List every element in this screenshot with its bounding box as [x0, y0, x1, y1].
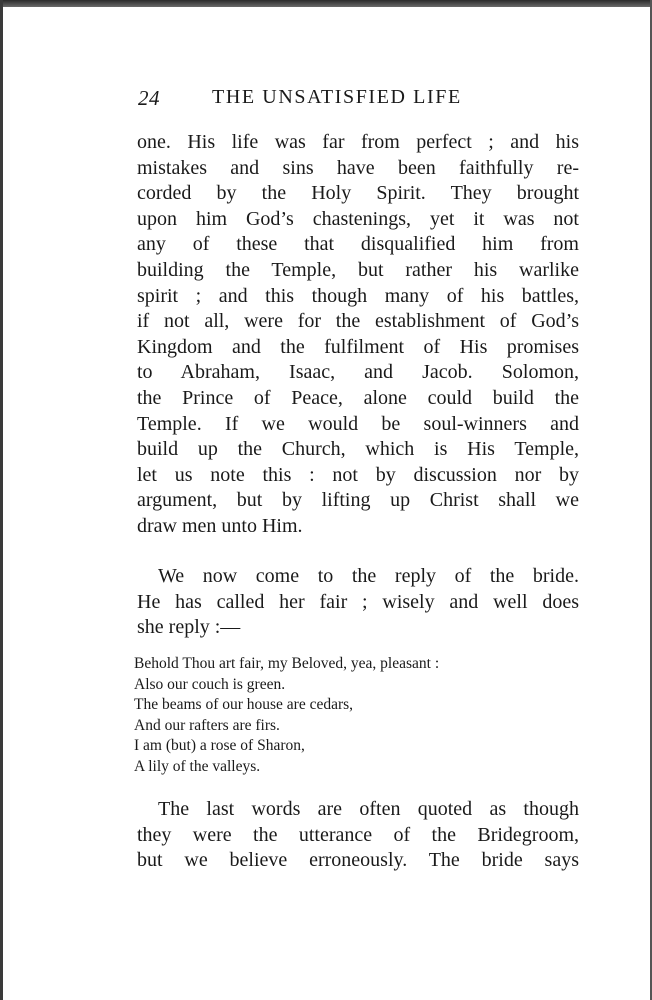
- page-top-edge: [0, 0, 652, 7]
- paragraph-1: [137, 130, 579, 540]
- paragraph-line: Kingdom and the fulfilment of His promises: [137, 335, 579, 358]
- page-header: [138, 86, 578, 116]
- paragraph-line: they were the utterance of the Bridegroom,: [137, 823, 579, 846]
- paragraph-line: the Prince of Peace, alone could build the: [137, 386, 579, 409]
- page-left-edge: [0, 0, 3, 1000]
- verse-quotation: [134, 654, 584, 778]
- verse-line: The beams of our house are cedars,: [134, 696, 354, 714]
- verse-line: Also our couch is green.: [134, 675, 286, 693]
- paragraph-line: Temple. If we would be soul-winners and: [137, 412, 579, 435]
- paragraph-line: We now come to the reply of the bride.: [158, 565, 579, 587]
- paragraph-line: corded by the Holy Spirit. They brought: [137, 182, 579, 205]
- verse-line: A lily of the valleys.: [134, 757, 261, 775]
- verse-line: I am (but) a rose of Sharon,: [134, 737, 305, 755]
- verse-line: And our rafters are firs.: [134, 716, 280, 734]
- paragraph-line: argument, but by lifting up Christ shall we: [137, 489, 579, 512]
- verse-line: Behold Thou art fair, my Beloved, yea, pleasant :: [134, 655, 440, 672]
- paragraph-line: any of these that disqualified him from: [137, 233, 579, 256]
- paragraph-3: [137, 797, 579, 874]
- paragraph-2: [137, 564, 579, 641]
- paragraph-line: to Abraham, Isaac, and Jacob. Solomon,: [137, 361, 579, 384]
- paragraph-line: building the Temple, but rather his warlike: [137, 258, 579, 281]
- paragraph-line: let us note this : not by discussion nor by: [137, 463, 579, 486]
- paragraph-line: upon him God’s chastenings, yet it was not: [137, 207, 579, 230]
- paragraph-line: He has called her fair ; wisely and well does: [137, 590, 579, 613]
- page-number: 24: [138, 86, 160, 110]
- paragraph-line: draw men unto Him.: [137, 514, 303, 537]
- paragraph-line: one. His life was far from perfect ; and his: [137, 131, 579, 153]
- paragraph-line: The last words are often quoted as though: [158, 798, 579, 820]
- paragraph-line: if not all, were for the establishment of God’s: [137, 310, 579, 333]
- running-head: THE UNSATISFIED LIFE: [212, 86, 462, 108]
- paragraph-line: but we believe erroneously. The bride says: [137, 849, 579, 872]
- paragraph-line: spirit ; and this though many of his battles,: [137, 284, 579, 307]
- paragraph-line: build up the Church, which is His Temple,: [137, 438, 579, 461]
- paragraph-line: she reply :—: [137, 616, 241, 639]
- paragraph-line: mistakes and sins have been faithfully re-: [137, 156, 579, 179]
